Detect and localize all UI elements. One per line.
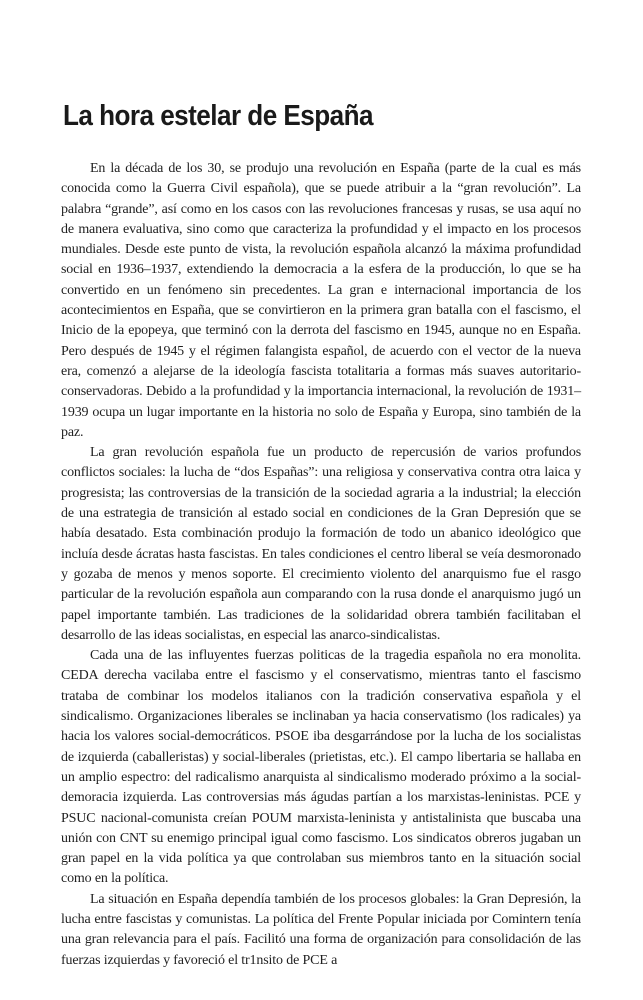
chapter-body	[61, 159, 581, 971]
paragraph: En la década de los 30, se produjo una revolución en España (parte de la cual es más conocida como la Guerra Civil española), que se puede atribuir a la “gran revolución”. La palabra “grande”, así como en los casos con las revoluciones francesas y rusas, se usa aquí no de manera evaluativa, sino como que caracteriza la profundidad y el impacto en los procesos mundiales. Desde este punto de vista, la revolución española alcanzó la máxima profundidad social en 1936–1937, extendiendo la democracia a la esfera de la producción, lo que se ha convertido en un fenómeno sin precedentes. La gran e internacional importancia de los acontecimientos en España, que se convirtieron en la primera gran batalla con el fascismo, el Inicio de la epopeya, que terminó con la derrota del fascismo en 1945, aunque no en España. Pero después de 1945 y el régimen falangista español, de acuerdo con el vector de la nueva era, comenzó a alejarse de la ideología fascista totalitaria a formas más suaves autoritario-conservadoras. Debido a la profundidad y la importancia internacional, la revolución de 1931–1939 ocupa un lugar importante en la historia no solo de España y Europa, sino también de la paz.	[61, 161, 581, 440]
paragraph: La gran revolución española fue un producto de repercusión de varios profundos conflictos sociales: la lucha de “dos Españas”: una religiosa y conservativa contra otra laica y progresista; las controversias de la transición de la sociedad agraria a la industrial; la elección de una estrategia de transición al estado social en condiciones de la Gran Depresión que se había desatado. Esta combinación produjo la formación de todo un abanico ideológico que incluía desde ácratas hasta fascistas. En tales condiciones el centro liberal se veía desmoronado y gozaba de menos y menos soporte. El crecimiento violento del anarquismo fue el rasgo particular de la revolución española aun comparando con la rusa donde el anarquismo jugó un papel importante también. Las tradiciones de la solidaridad obrera también facilitaban el desarrollo de las ideas socialistas, en especial las anarco-sindicalistas.	[61, 445, 581, 643]
chapter-title: La hora estelar de España	[63, 100, 373, 132]
paragraph: La situación en España dependía también de los procesos globales: la Gran Depresión, la lucha entre fascistas y comunistas. La política del Frente Popular iniciada por Comintern tenía una gran relevancia para el país. Facilitó una forma de organización para consolidación de las fuerzas izquierdas y favoreció el tr1nsito de PCE a	[61, 891, 581, 968]
paragraph: Cada una de las influyentes fuerzas politicas de la tragedia española no era monolita. CEDA derecha vacilaba entre el fascismo y el conservatismo, mientras tanto el fascismo trataba de combinar los modelos italianos con la tradición conservativa española y el sindicalismo. Organizaciones liberales se inclinaban ya hacia conservatismo (los radicales) ya hacia los valores social-democráticos. PSOE iba desgarrándose por la lucha de los socialistas de izquierda (caballeristas) y social-liberales (prietistas, etc.). El campo libertaria se hallaba en un amplio espectro: del radicalismo anarquista al sindicalismo moderado próximo a la social-demoracia izquierda. Las controversias más águdas partían a los marxistas-leninistas. PCE y PSUC nacional-comunista creían POUM marxista-leninista y antistalinista que buscaba una unión con CNT su enemigo principal igual como fascismo. Los sindicatos obreros jugaban un gran papel en la vida política ya que controlaban sus miembros tanto en la situación social como en la política.	[61, 648, 581, 887]
